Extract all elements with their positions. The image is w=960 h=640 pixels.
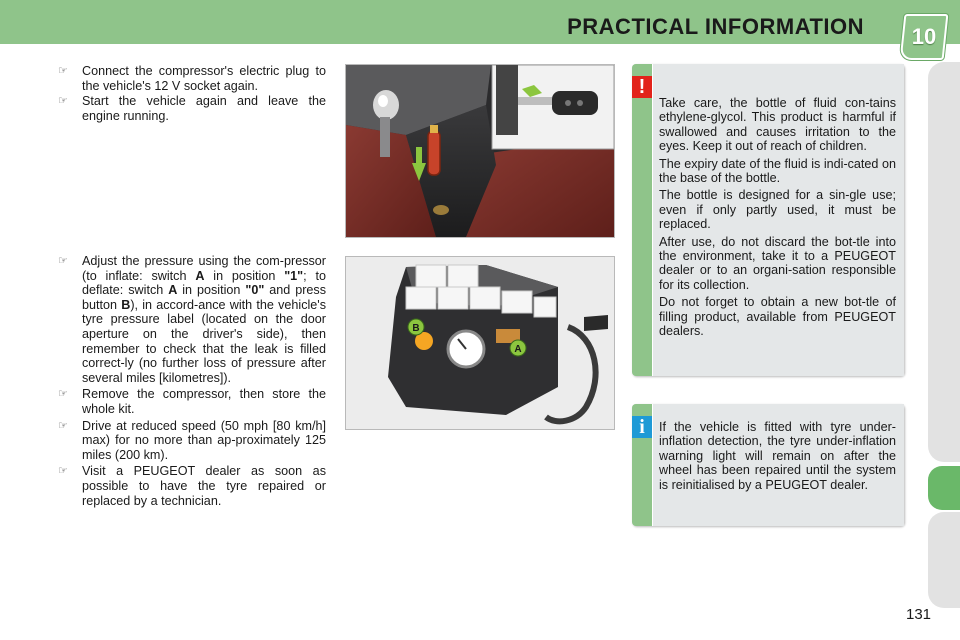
page-title: PRACTICAL INFORMATION bbox=[567, 14, 864, 39]
info-paragraph: If the vehicle is fitted with tyre under-inflation detection, the tyre under-inflation warning light will remain on after the wheel has been repaired until the system is reinitialised by a PEUGEOT dealer. bbox=[659, 420, 896, 492]
side-tab-lower[interactable] bbox=[928, 512, 960, 608]
chapter-tab[interactable] bbox=[900, 14, 949, 60]
info-icon: i bbox=[632, 416, 652, 438]
interior-photo bbox=[345, 64, 615, 238]
compressor-illustration bbox=[346, 257, 614, 429]
list-item bbox=[58, 387, 326, 416]
label-a: A bbox=[514, 344, 522, 355]
side-tab-upper[interactable] bbox=[928, 62, 960, 462]
label-b: B bbox=[412, 323, 420, 334]
warning-paragraph: After use, do not discard the bot-tle into the environment, take it to a PEUGEOT dealer or to an organi-sation responsible for its collection. bbox=[659, 234, 896, 292]
warning-paragraph: Do not forget to obtain a new bot-tle of filling product, available from PEUGEOT dealers. bbox=[659, 295, 896, 339]
pointing-hand-icon: ☞ bbox=[58, 465, 68, 478]
pointing-hand-icon: ☞ bbox=[58, 255, 68, 267]
warning-note bbox=[632, 64, 904, 376]
warning-text bbox=[659, 96, 896, 342]
list-item bbox=[58, 419, 326, 463]
chapter-number: 10 bbox=[911, 24, 937, 49]
compressor-photo bbox=[345, 256, 615, 430]
warning-paragraph: The bottle is designed for a sin-gle use; even if only partly used, it must be replaced. bbox=[659, 188, 896, 232]
interior-illustration bbox=[346, 65, 614, 237]
pointing-hand-icon: ☞ bbox=[58, 388, 68, 401]
warning-paragraph: Take care, the bottle of fluid con-tains ethylene-glycol. This product is harmful if swallowed and causes irritation to the eyes. Keep it out of reach of children. bbox=[659, 96, 896, 154]
list-item bbox=[58, 94, 326, 123]
step-text-adjust: Adjust the pressure using the com-pressor (to inflate: switch A in position "1"; to deflate: switch A in position "0" and press button B), in accord-ance with the vehicle's tyre pressure label (located on the door aperture on the driver's side), then remember to check that the leak is filled correct-ly (no further loss of pressure after several miles [kilometres]). bbox=[82, 254, 326, 385]
note-stripe bbox=[632, 64, 652, 376]
steps-bottom bbox=[58, 254, 326, 509]
warning-paragraph: The expiry date of the fluid is indi-cated on the base of the bottle. bbox=[659, 156, 896, 186]
pointing-hand-icon: ☞ bbox=[58, 95, 68, 108]
list-item bbox=[58, 64, 326, 93]
side-tab-active[interactable] bbox=[928, 466, 960, 510]
page-number: 131 bbox=[906, 606, 932, 623]
steps-top bbox=[58, 64, 326, 124]
list-item bbox=[58, 254, 326, 385]
step-text: Remove the compressor, then store the whole kit. bbox=[82, 387, 326, 416]
step-text: Drive at reduced speed (50 mph [80 km/h] max) for no more than ap-proximately 125 miles (200 km). bbox=[82, 418, 326, 462]
exclamation-icon: ! bbox=[632, 76, 652, 98]
pointing-hand-icon: ☞ bbox=[58, 65, 68, 77]
step-text: Visit a PEUGEOT dealer as soon as possible to have the tyre repaired or replaced by a technician. bbox=[82, 464, 326, 508]
step-text: Start the vehicle again and leave the engine running. bbox=[82, 94, 326, 123]
list-item bbox=[58, 464, 326, 508]
info-text bbox=[659, 420, 896, 495]
step-text: Connect the compressor's electric plug to the vehicle's 12 V socket again. bbox=[82, 64, 326, 93]
pointing-hand-icon: ☞ bbox=[58, 419, 68, 432]
info-note bbox=[632, 404, 904, 526]
